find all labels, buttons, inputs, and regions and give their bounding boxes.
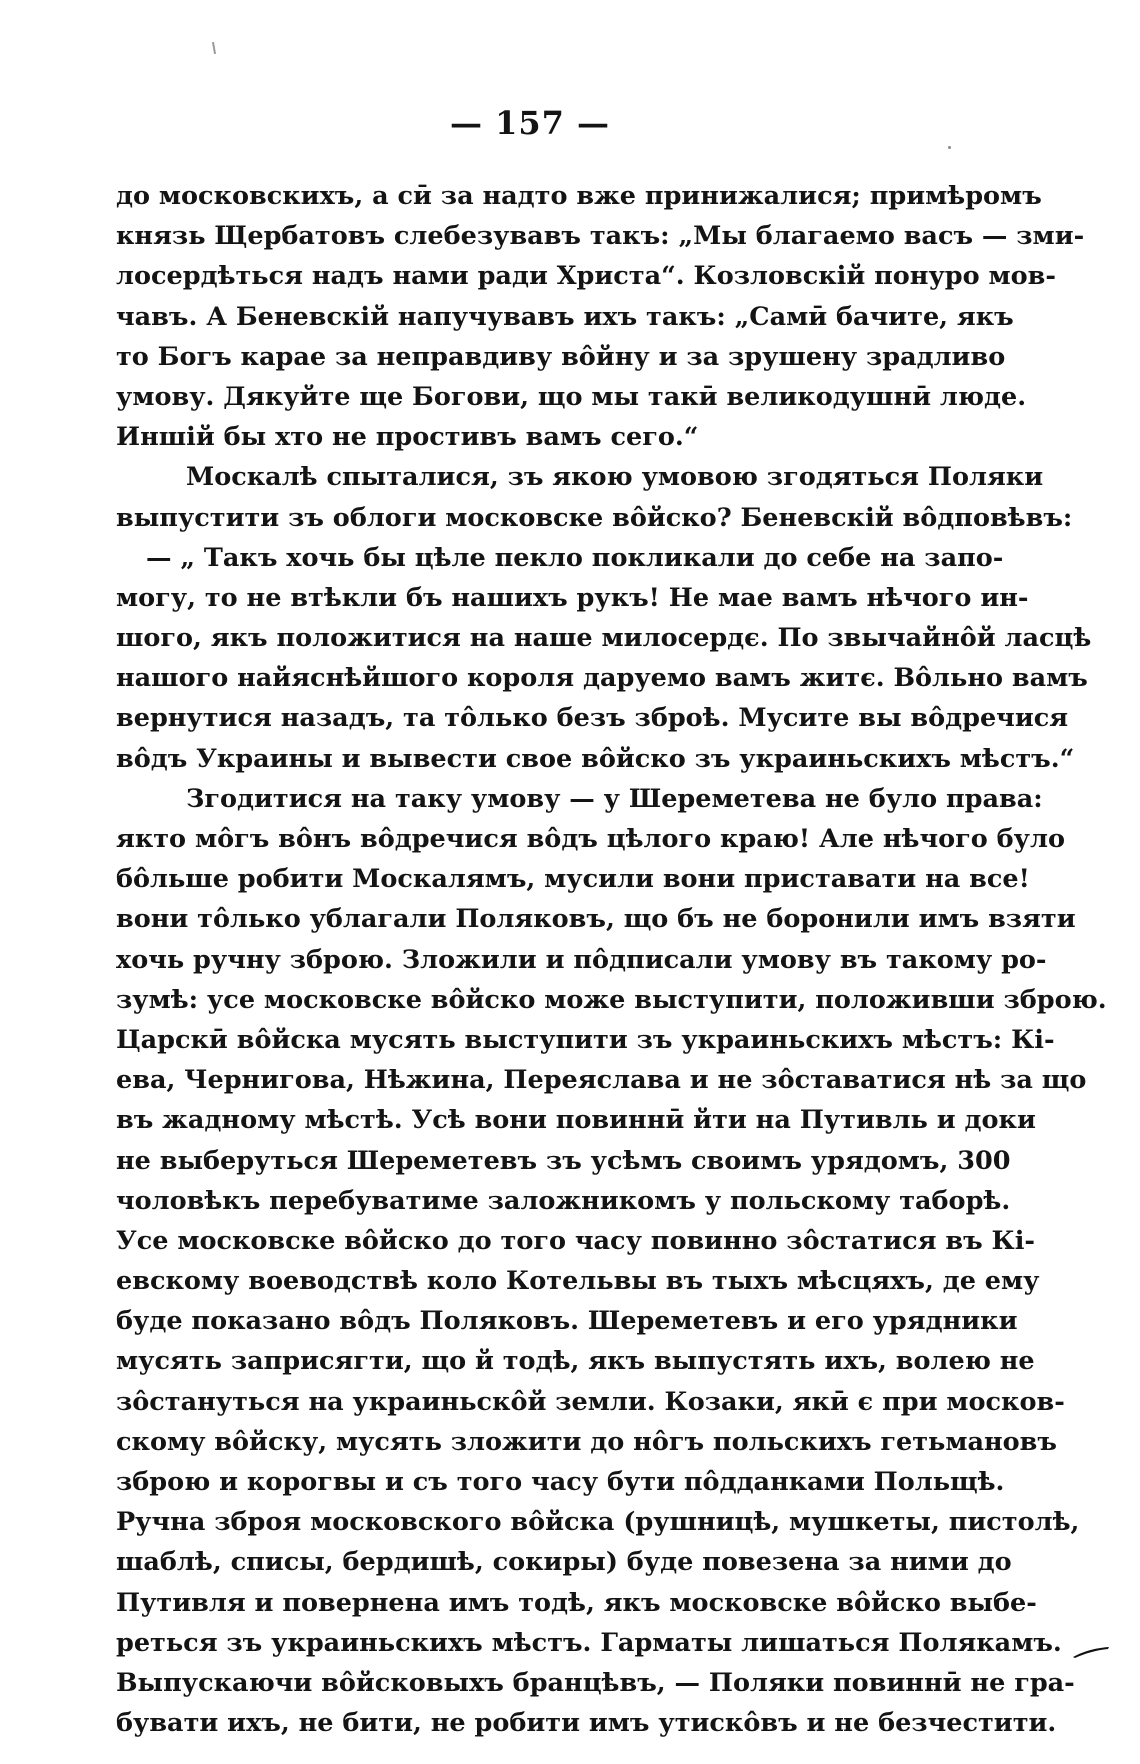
- text-line: якто мôгъ вôнъ вôдречися вôдъ цѣлого краю! Але нѣчого було: [116, 824, 1065, 854]
- scan-speck-mark: [212, 42, 216, 54]
- text-line: шаблѣ, списы, бердишѣ, сокиры) буде повезена за ними до: [116, 1547, 1012, 1578]
- text-line: зôстануться на украиньскôй земли. Козаки, якӣ є при москов-: [116, 1386, 1065, 1417]
- text-line: реться зъ украиньскихъ мѣстъ. Гарматы лишаться Полякамъ.: [116, 1627, 1062, 1658]
- text-line: чавъ. А Беневскій напучувавъ ихъ такъ: „Самӣ бачите, якъ: [116, 301, 1014, 332]
- text-line: Царскӣ вôйска мусять выступити зъ украиньскихъ мѣстъ: Кі-: [116, 1024, 1055, 1055]
- text-line: бôльше робити Москалямъ, мусили вони приставати на все!: [116, 864, 1030, 895]
- text-line: чоловѣкъ перебуватиме заложникомъ у польскому таборѣ.: [116, 1185, 1011, 1216]
- text-line: бувати ихъ, не бити, не робити имъ утискôвъ и не безчестити.: [116, 1708, 1057, 1739]
- text-line: вернутися назадъ, та тôлько безъ зброѣ. Мусите вы вôдречися: [116, 703, 1069, 734]
- text-line: Усе московске вôйско до того часу повинно зôстатися въ Кі-: [116, 1225, 1036, 1256]
- text-line: вôдъ Украины и вывести свое вôйско зъ украиньскихъ мѣстъ.“: [116, 743, 1075, 774]
- text-line: Выпускаючи вôйсковыхъ бранцѣвъ, — Поляки повиннӣ не гра-: [116, 1667, 1075, 1698]
- paragraph-start-line: Згодитися на таку умову — у Шереметева не було права:: [186, 783, 1043, 814]
- text-line: скому вôйску, мусять зложити до нôгъ польскихъ гетьмановъ: [116, 1426, 1057, 1457]
- ink-stroke-mark: [1072, 1646, 1110, 1658]
- text-line: не выберуться Шереметевъ зъ усѣмъ своимъ урядомъ, 300: [116, 1145, 1011, 1176]
- text-line: хочь ручну зброю. Зложили и пôдписали умову въ такому ро-: [116, 944, 1047, 975]
- text-line: вони тôлько ублагали Поляковъ, що бъ не боронили имъ взяти: [116, 904, 1076, 935]
- text-line: до московскихъ, а сӣ за надто вже принижалися; примѣромъ: [116, 181, 1042, 211]
- paragraph-start-line: Москалѣ спыталися, зъ якою умовою згодяться Поляки: [186, 462, 1044, 493]
- text-line: нашого найяснѣйшого короля даруемо вамъ житє. Вôльно вамъ: [116, 663, 1088, 694]
- dialogue-line: — „ Такъ хочь бы цѣле пекло покликали до себе на запо-: [146, 542, 1004, 573]
- text-line: Иншій бы хто не простивъ вамъ сего.“: [116, 422, 699, 453]
- text-line: Ручна зброя московского вôйска (рушницѣ, мушкеты, пистолѣ,: [116, 1507, 1080, 1538]
- text-line: умову. Дякуйте ще Богови, що мы такӣ великодушнӣ люде.: [116, 381, 1027, 412]
- text-line: зброю и корогвы и съ того часу бути пôдданками Польщѣ.: [116, 1467, 1005, 1497]
- text-line: евскому воеводствѣ коло Котельвы въ тыхъ мѣсцяхъ, де ему: [116, 1266, 1040, 1297]
- text-line: ева, Чернигова, Нѣжина, Переяслава и не зôставатися нѣ за що: [116, 1065, 1087, 1096]
- text-line: князь Щербатовъ слебезувавъ такъ: „Мы благаемо васъ — зми-: [116, 221, 1085, 252]
- scan-dot-mark: [948, 146, 951, 149]
- text-line: мусять заприсягти, що й тодѣ, якъ выпустять ихъ, волею не: [116, 1346, 1035, 1377]
- text-line: зумѣ: усе московске вôйско може выступити, положивши зброю.: [116, 984, 1107, 1015]
- text-line: шого, якъ положитися на наше милосердє. По звычайнôй ласцѣ: [116, 623, 1092, 654]
- text-line: Путивля и повернена имъ тодѣ, якъ московске вôйско выбе-: [116, 1587, 1037, 1618]
- text-line: то Богъ карае за неправдиву вôйну и за зрушену зрадливо: [116, 341, 1006, 372]
- page-number: — 157 —: [449, 104, 611, 142]
- text-line: выпустити зъ облоги московске вôйско? Беневскій вôдповѣвъ:: [116, 502, 1073, 533]
- text-line: лосердѣться надъ нами ради Христа“. Козловскій понуро мов-: [116, 261, 1056, 292]
- text-line: могу, то не втѣкли бъ нашихъ рукъ! Не мае вамъ нѣчого ин-: [116, 582, 1029, 613]
- body-text: [116, 176, 1107, 1743]
- text-line: буде показано вôдъ Поляковъ. Шереметевъ и его урядники: [116, 1306, 1018, 1337]
- text-line: въ жадному мѣстѣ. Усѣ вони повиннӣ йти на Путивль и доки: [116, 1105, 1036, 1136]
